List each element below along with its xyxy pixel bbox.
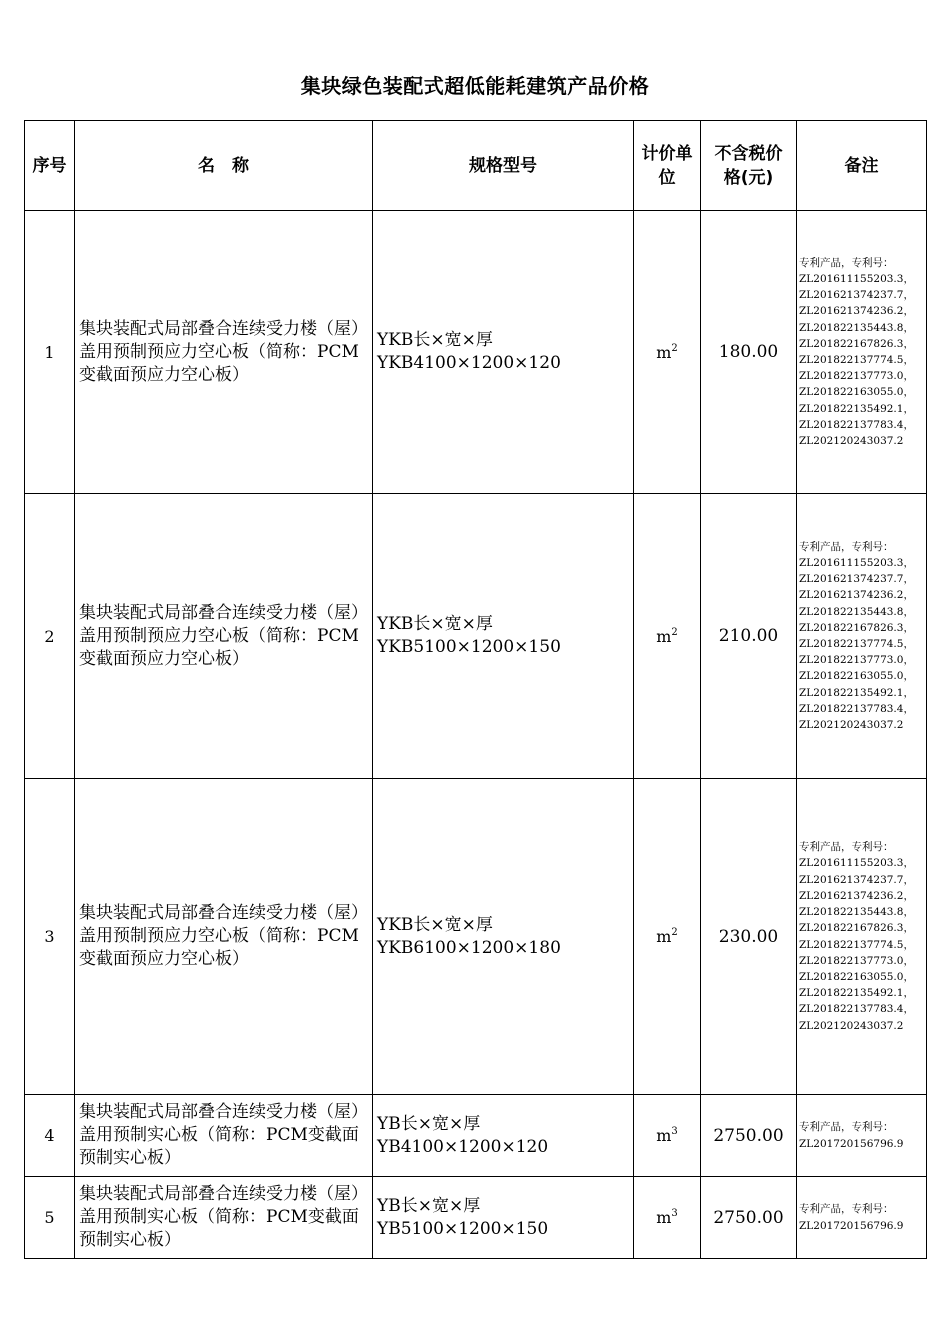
cell-name: 集块装配式局部叠合连续受力楼（屋）盖用预制预应力空心板（简称：PCM变截面预应力空心板） bbox=[75, 779, 373, 1095]
header-price: 不含税价格(元) bbox=[701, 121, 797, 211]
note-line: ZL201822135443.8， bbox=[799, 906, 914, 919]
note-line: 专利产品，专利号： bbox=[799, 256, 894, 269]
cell-name: 集块装配式局部叠合连续受力楼（屋）盖用预制实心板（简称：PCM变截面预制实心板） bbox=[75, 1095, 373, 1177]
header-name: 名 称 bbox=[75, 121, 373, 211]
cell-note bbox=[797, 211, 927, 494]
note-line: ZL201822137773.0， bbox=[799, 954, 914, 967]
cell-no: 4 bbox=[25, 1095, 75, 1177]
cell-note bbox=[797, 1177, 927, 1259]
table-row bbox=[25, 1177, 927, 1259]
cell-name: 集块装配式局部叠合连续受力楼（屋）盖用预制预应力空心板（简称：PCM变截面预应力空心板） bbox=[75, 211, 373, 494]
note-line: ZL201822163055.0， bbox=[799, 386, 914, 399]
cell-spec: YB长×宽×厚 YB5100×1200×150 bbox=[373, 1177, 634, 1259]
cell-unit bbox=[634, 1095, 701, 1177]
header-row bbox=[25, 121, 927, 211]
note-line: ZL201822137773.0， bbox=[799, 654, 914, 667]
cell-note bbox=[797, 1095, 927, 1177]
table-row bbox=[25, 779, 927, 1095]
cell-spec: YKB长×宽×厚 YKB4100×1200×120 bbox=[373, 211, 634, 494]
note-line: ZL201621374237.7， bbox=[799, 289, 914, 302]
cell-note bbox=[797, 779, 927, 1095]
unit-base: m bbox=[656, 1126, 672, 1145]
note-line: ZL201822135492.1， bbox=[799, 686, 914, 699]
table-row bbox=[25, 494, 927, 779]
unit-base: m bbox=[656, 342, 672, 362]
cell-no: 3 bbox=[25, 779, 75, 1095]
note-line: 专利产品，专利号： bbox=[799, 1203, 894, 1216]
table-row bbox=[25, 211, 927, 494]
header-note: 备注 bbox=[797, 121, 927, 211]
price-table bbox=[24, 120, 927, 1259]
note-line: ZL201621374236.2， bbox=[799, 589, 914, 602]
cell-name: 集块装配式局部叠合连续受力楼（屋）盖用预制实心板（简称：PCM变截面预制实心板） bbox=[75, 1177, 373, 1259]
header-no: 序号 bbox=[25, 121, 75, 211]
cell-note bbox=[797, 494, 927, 779]
cell-unit bbox=[634, 211, 701, 494]
note-line: ZL201822137783.4， bbox=[799, 1003, 914, 1016]
cell-unit bbox=[634, 779, 701, 1095]
note-line: ZL201822135492.1， bbox=[799, 402, 914, 415]
unit-base: m bbox=[656, 1208, 672, 1227]
note-line: ZL201822137783.4， bbox=[799, 418, 914, 431]
cell-unit bbox=[634, 494, 701, 779]
note-line: ZL201822137773.0， bbox=[799, 370, 914, 383]
cell-no: 1 bbox=[25, 211, 75, 494]
header-spec: 规格型号 bbox=[373, 121, 634, 211]
note-line: 专利产品，专利号： bbox=[799, 540, 894, 553]
page-title: 集块绿色装配式超低能耗建筑产品价格 bbox=[300, 74, 650, 98]
note-line: ZL201822137783.4， bbox=[799, 702, 914, 715]
cell-spec: YKB长×宽×厚 YKB5100×1200×150 bbox=[373, 494, 634, 779]
note-line: ZL201822135492.1， bbox=[799, 987, 914, 1000]
note-line: ZL201822137774.5， bbox=[799, 938, 914, 951]
cell-spec: YKB长×宽×厚 YKB6100×1200×180 bbox=[373, 779, 634, 1095]
note-line: ZL201611155203.3， bbox=[799, 857, 914, 870]
note-line: ZL201822137774.5， bbox=[799, 638, 914, 650]
note-line: ZL201822167826.3， bbox=[799, 621, 914, 634]
note-line: ZL202120243037.2 bbox=[799, 1019, 904, 1032]
unit-exponent: 3 bbox=[671, 1208, 678, 1219]
cell-spec: YB长×宽×厚 YB4100×1200×120 bbox=[373, 1095, 634, 1177]
note-line: ZL201822135443.8， bbox=[799, 605, 914, 618]
unit-exponent: 2 bbox=[671, 626, 678, 638]
note-line: 专利产品，专利号： bbox=[799, 841, 894, 854]
cell-no: 5 bbox=[25, 1177, 75, 1259]
note-line: ZL201611155203.3， bbox=[799, 556, 914, 569]
note-line: ZL201822167826.3， bbox=[799, 922, 914, 935]
note-line: ZL201720156796.9 bbox=[799, 1219, 904, 1232]
cell-price: 210.00 bbox=[701, 494, 797, 779]
note-line: ZL201621374236.2， bbox=[799, 889, 914, 902]
cell-price: 180.00 bbox=[701, 211, 797, 494]
unit-exponent: 2 bbox=[671, 342, 678, 354]
unit-exponent: 2 bbox=[671, 927, 678, 938]
cell-price: 230.00 bbox=[701, 779, 797, 1095]
note-line: ZL202120243037.2 bbox=[799, 435, 904, 448]
note-line: ZL202120243037.2 bbox=[799, 719, 904, 732]
note-line: ZL201621374237.7， bbox=[799, 873, 914, 886]
note-line: ZL201822163055.0， bbox=[799, 970, 914, 983]
note-line: ZL201822135443.8， bbox=[799, 321, 914, 334]
note-line: ZL201621374237.7， bbox=[799, 573, 914, 586]
note-line: ZL201822137774.5， bbox=[799, 354, 914, 366]
note-line: ZL201822163055.0， bbox=[799, 670, 914, 683]
cell-price: 2750.00 bbox=[701, 1095, 797, 1177]
cell-name: 集块装配式局部叠合连续受力楼（屋）盖用预制预应力空心板（简称：PCM变截面预应力空心板） bbox=[75, 494, 373, 779]
header-unit: 计价单位 bbox=[634, 121, 701, 211]
table-row bbox=[25, 1095, 927, 1177]
cell-unit bbox=[634, 1177, 701, 1259]
note-line: 专利产品，专利号： bbox=[799, 1121, 894, 1134]
unit-base: m bbox=[656, 626, 672, 646]
note-line: ZL201611155203.3， bbox=[799, 272, 914, 285]
unit-exponent: 3 bbox=[671, 1126, 678, 1137]
note-line: ZL201822167826.3， bbox=[799, 337, 914, 350]
note-line: ZL201621374236.2， bbox=[799, 305, 914, 318]
note-line: ZL201720156796.9 bbox=[799, 1137, 904, 1150]
unit-base: m bbox=[656, 927, 672, 946]
cell-price: 2750.00 bbox=[701, 1177, 797, 1259]
cell-no: 2 bbox=[25, 494, 75, 779]
